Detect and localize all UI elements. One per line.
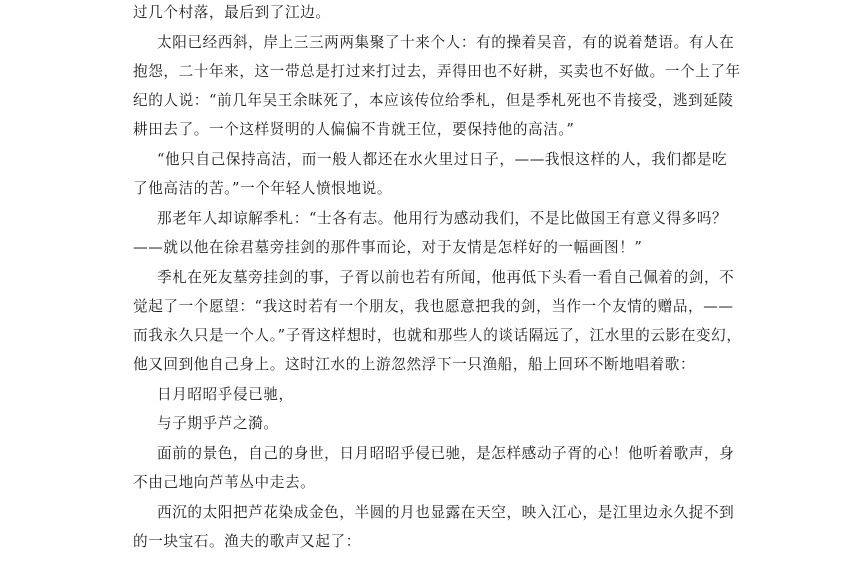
text-line: 纪的人说：“前几年吴王余昧死了，本应该传位给季札，但是季札死也不肯接受，逃到延陵 xyxy=(133,92,734,109)
text-line: 不由己地向芦苇丛中走去。 xyxy=(133,474,316,491)
text-line: 抱怨，二十年来，这一带总是打过来打过去，弄得田也不好耕，买卖也不好做。一个上了年 xyxy=(133,63,741,80)
text-line: 耕田去了。一个这样贤明的人偏偏不肯就王位，要保持他的高洁。” xyxy=(133,121,575,138)
text-line: 的一块宝石。渔夫的歌声又起了： xyxy=(133,533,361,550)
paragraph-first-line: 那老年人却谅解季札：“士各有志。他用行为感动我们，不是比做国王有意义得多吗？ xyxy=(157,210,728,227)
paragraph-first-line: 季札在死友墓旁挂剑的事，子胥以前也若有所闻，他再低下头看一看自己佩着的剑，不 xyxy=(157,269,735,286)
paragraph-first-line: “他只自己保持高洁，而一般人都还在水火里过日子，——我恨这样的人，我们都是吃 xyxy=(157,151,728,168)
text-line: 他又回到他自己身上。这时江水的上游忽然浮下一只渔船，船上回环不断地唱着歌： xyxy=(133,356,696,373)
text-line: 觉起了一个愿望：“我这时若有一个朋友，我也愿意把我的剑，当作一个友情的赠品，—— xyxy=(133,298,734,315)
text-line: ——就以他在徐君墓旁挂剑的那件事而论，对于友情是怎样好的一幅画图！” xyxy=(133,239,643,256)
song-line: 与子期乎芦之漪。 xyxy=(157,415,279,432)
text-line: 了他高洁的苦。”一个年轻人愤恨地说。 xyxy=(133,180,393,197)
paragraph-first-line: 太阳已经西斜，岸上三三两两集聚了十来个人：有的操着吴音，有的说着楚语。有人在 xyxy=(157,34,735,51)
song-line: 日月昭昭乎侵已驰， xyxy=(157,386,294,403)
text-line: 过几个村落，最后到了江边。 xyxy=(133,4,331,21)
paragraph-first-line: 面前的景色，自己的身世，日月昭昭乎侵已驰，是怎样感动子胥的心！他听着歌声，身 xyxy=(157,445,735,462)
text-line: 而我永久只是一个人。”子胥这样想时，也就和那些人的谈话隔远了，江水里的云影在变幻， xyxy=(133,327,742,344)
paragraph-first-line: 西沉的太阳把芦花染成金色，半圆的月也显露在天空，映入江心，是江里边永久捉不到 xyxy=(157,504,735,521)
